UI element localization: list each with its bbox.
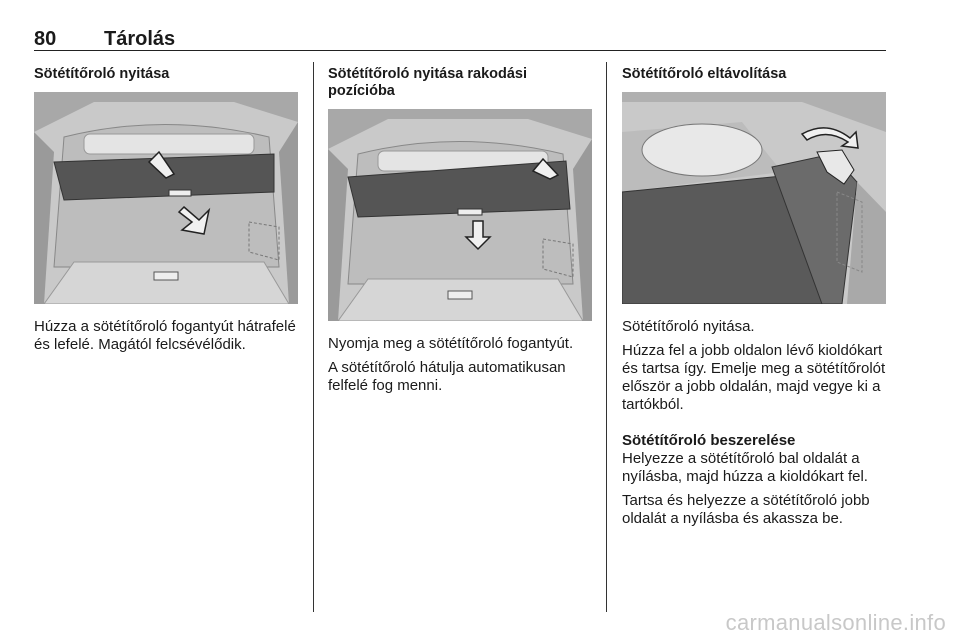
section-heading: Sötétítőroló nyitása — [34, 66, 170, 82]
page-header — [34, 28, 886, 50]
column-open — [34, 66, 302, 360]
page-number: 80 — [34, 28, 57, 50]
instruction-text: Sötétítőroló nyitása. — [622, 318, 755, 335]
instruction-text: Húzza a sötétítőroló fogantyút hátrafelé és lefelé. Magától felcsévélődik. — [34, 318, 296, 353]
subsection-heading: Sötétítőroló beszerelése — [622, 432, 796, 449]
section-heading: Sötétítőroló eltávolítása — [622, 66, 787, 82]
column-loading-position — [328, 66, 596, 401]
instruction-text: Helyezze a sötétítőroló bal oldalát a nyílásba, majd húzza a kioldókart fel. — [622, 450, 868, 485]
section-heading: Sötétítőroló nyitása rakodási pozícióba — [328, 66, 528, 99]
cargo-cover-loading-position-illustration — [328, 109, 592, 321]
column-removal — [622, 66, 890, 534]
instruction-text: Tartsa és helyezze a sötétítőroló jobb oldalát a nyílásba és akassza be. — [622, 492, 870, 527]
instruction-text: A sötétítőroló hátulja automatikusan felfelé fog menni. — [328, 359, 566, 394]
instruction-text: Nyomja meg a sötétítőroló fogantyút. — [328, 335, 574, 352]
cargo-cover-removal-illustration — [622, 92, 886, 304]
column-divider — [606, 62, 607, 612]
instruction-text: Húzza fel a jobb oldalon lévő kioldókart és tartsa így. Emelje meg a sötétítőrolót először a jobb oldalán, majd vegye ki a tartókból. — [622, 342, 886, 413]
watermark: carmanualsonline.info — [725, 610, 946, 635]
column-divider — [313, 62, 314, 612]
cargo-cover-open-illustration — [34, 92, 298, 304]
header-rule — [34, 50, 886, 51]
chapter-title: Tárolás — [104, 28, 176, 50]
